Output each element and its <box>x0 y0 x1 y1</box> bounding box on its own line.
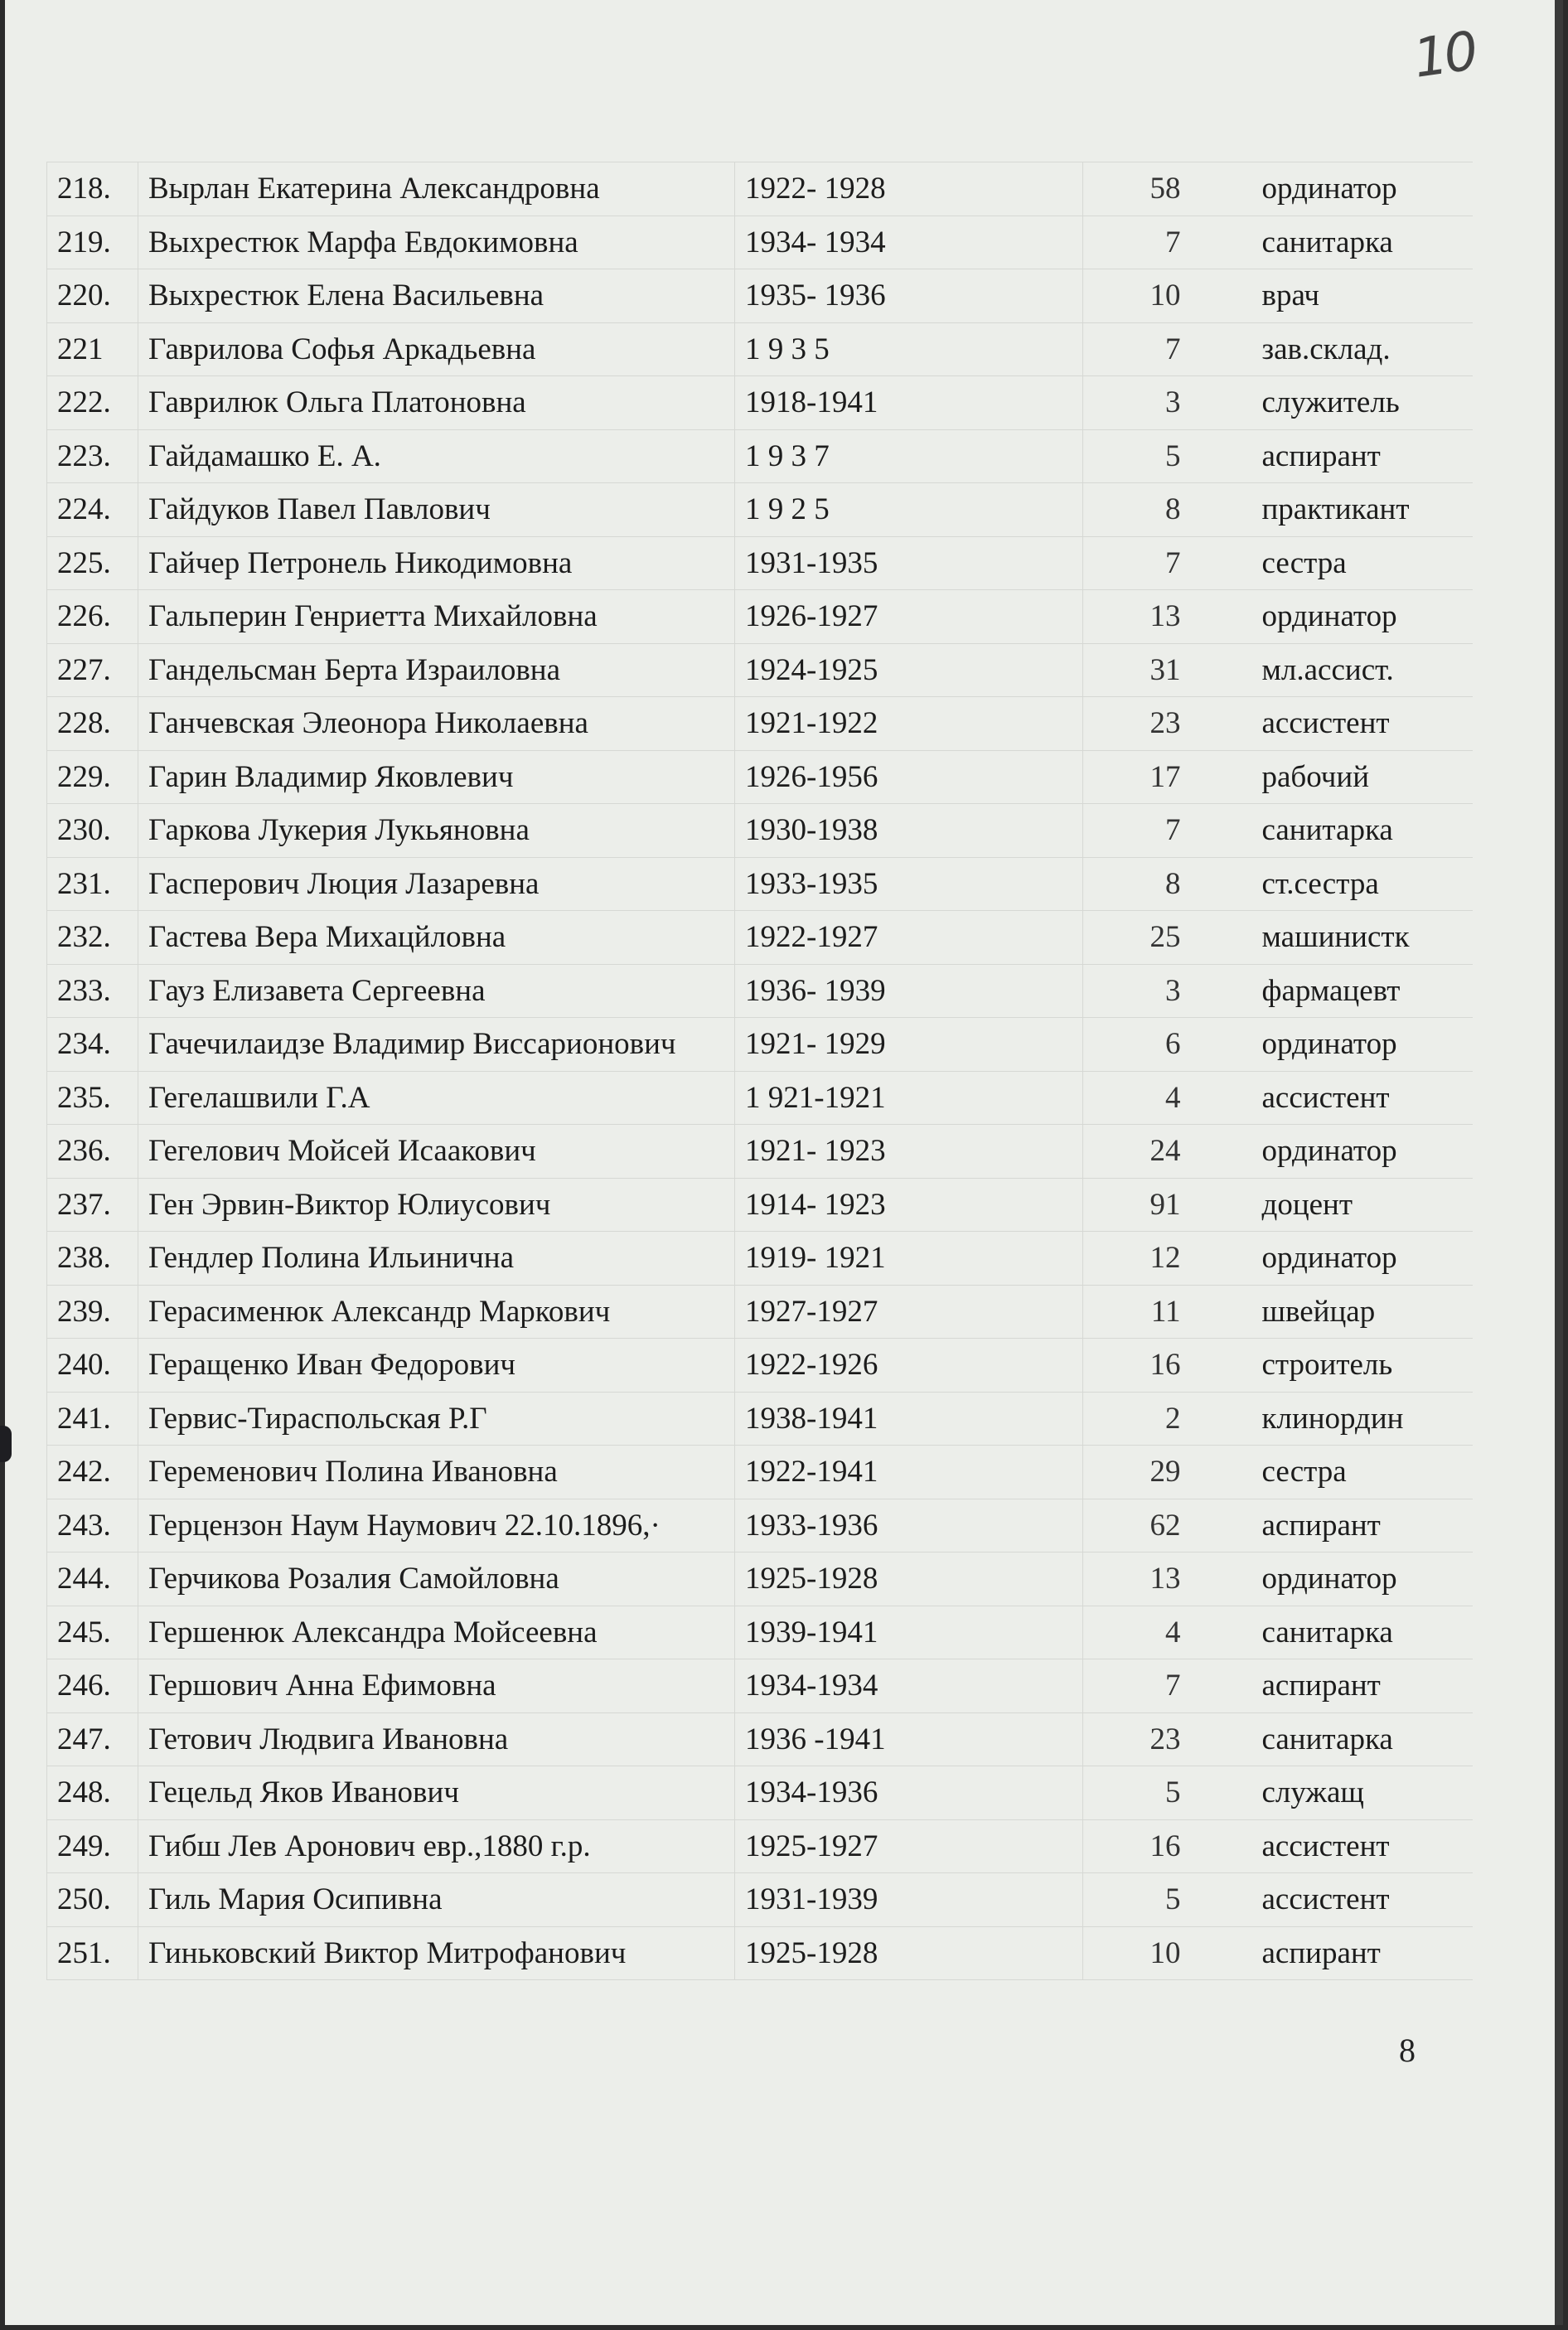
person-name: Гибш Лев Аронович евр.,1880 г.р. <box>138 1819 735 1873</box>
record-count: 4 <box>1083 1071 1249 1125</box>
position: ассистент <box>1249 1819 1473 1873</box>
position: зав.склад. <box>1249 322 1473 376</box>
table-row <box>47 857 1473 911</box>
person-name: Герчикова Розалия Самойловна <box>138 1553 735 1606</box>
record-count: 23 <box>1083 697 1249 751</box>
record-count: 6 <box>1083 1018 1249 1072</box>
position: машинистк <box>1249 911 1473 965</box>
person-name: Вырлан Екатерина Александровна <box>138 162 735 216</box>
person-name: Гецельд Яков Иванович <box>138 1766 735 1820</box>
position: ассистент <box>1249 697 1473 751</box>
position: клинордин <box>1249 1392 1473 1446</box>
table-row <box>47 590 1473 644</box>
person-name: Гаврилюк Ольга Платоновна <box>138 376 735 430</box>
person-name: Гарин Владимир Яковлевич <box>138 750 735 804</box>
record-count: 23 <box>1083 1712 1249 1766</box>
row-number: 239. <box>47 1285 138 1339</box>
record-count: 62 <box>1083 1499 1249 1553</box>
service-years: 1925-1927 <box>735 1819 1083 1873</box>
position: ассистент <box>1249 1873 1473 1927</box>
position: строитель <box>1249 1339 1473 1393</box>
position: аспирант <box>1249 1926 1473 1980</box>
person-name: Геращенко Иван Федорович <box>138 1339 735 1393</box>
service-years: 1921- 1923 <box>735 1125 1083 1179</box>
record-count: 3 <box>1083 376 1249 430</box>
position: аспирант <box>1249 429 1473 483</box>
table-row <box>47 697 1473 751</box>
service-years: 1 9 3 5 <box>735 322 1083 376</box>
record-count: 58 <box>1083 162 1249 216</box>
person-name: Гайдуков Павел Павлович <box>138 483 735 537</box>
person-name: Ген Эрвин-Виктор Юлиусович <box>138 1178 735 1232</box>
table-row <box>47 216 1473 269</box>
row-number: 249. <box>47 1819 138 1873</box>
person-name: Гайчер Петронель Никодимовна <box>138 536 735 590</box>
service-years: 1918-1941 <box>735 376 1083 430</box>
person-name: Гервис-Тираспольская Р.Г <box>138 1392 735 1446</box>
record-count: 7 <box>1083 536 1249 590</box>
personnel-table <box>46 162 1473 1980</box>
service-years: 1931-1935 <box>735 536 1083 590</box>
table-row <box>47 1178 1473 1232</box>
table-row <box>47 376 1473 430</box>
record-count: 10 <box>1083 269 1249 323</box>
table-row <box>47 1712 1473 1766</box>
person-name: Гегелашвили Г.А <box>138 1071 735 1125</box>
row-number: 245. <box>47 1606 138 1659</box>
person-name: Гайдамашко Е. А. <box>138 429 735 483</box>
record-count: 5 <box>1083 429 1249 483</box>
record-count: 31 <box>1083 643 1249 697</box>
table-row <box>47 1873 1473 1927</box>
table-row <box>47 429 1473 483</box>
row-number: 224. <box>47 483 138 537</box>
table-row <box>47 1659 1473 1713</box>
table-row <box>47 1071 1473 1125</box>
person-name: Гауз Елизавета Сергеевна <box>138 964 735 1018</box>
service-years: 1934-1934 <box>735 1659 1083 1713</box>
person-name: Гасперович Люция Лазаревна <box>138 857 735 911</box>
table-row <box>47 911 1473 965</box>
row-number: 225. <box>47 536 138 590</box>
position: сестра <box>1249 536 1473 590</box>
position: служитель <box>1249 376 1473 430</box>
record-count: 8 <box>1083 857 1249 911</box>
service-years: 1921-1922 <box>735 697 1083 751</box>
position: аспирант <box>1249 1499 1473 1553</box>
position: ординатор <box>1249 1232 1473 1286</box>
position: ст.сестра <box>1249 857 1473 911</box>
record-count: 7 <box>1083 322 1249 376</box>
folio-number: 10 <box>1410 21 1479 90</box>
table-row <box>47 1499 1473 1553</box>
person-name: Гандельсман Берта Израиловна <box>138 643 735 697</box>
service-years: 1925-1928 <box>735 1553 1083 1606</box>
row-number: 241. <box>47 1392 138 1446</box>
row-number: 232. <box>47 911 138 965</box>
service-years: 1939-1941 <box>735 1606 1083 1659</box>
person-name: Гиль Мария Осипивна <box>138 1873 735 1927</box>
table-row <box>47 964 1473 1018</box>
row-number: 250. <box>47 1873 138 1927</box>
position: рабочий <box>1249 750 1473 804</box>
record-count: 2 <box>1083 1392 1249 1446</box>
table-row <box>47 1285 1473 1339</box>
person-name: Гастева Вера Михацйловна <box>138 911 735 965</box>
person-name: Выхрестюк Елена Васильевна <box>138 269 735 323</box>
person-name: Гендлер Полина Ильинична <box>138 1232 735 1286</box>
service-years: 1934- 1934 <box>735 216 1083 269</box>
service-years: 1934-1936 <box>735 1766 1083 1820</box>
table-row <box>47 1392 1473 1446</box>
record-count: 16 <box>1083 1339 1249 1393</box>
row-number: 228. <box>47 697 138 751</box>
person-name: Геременович Полина Ивановна <box>138 1446 735 1499</box>
service-years: 1924-1925 <box>735 643 1083 697</box>
row-number: 235. <box>47 1071 138 1125</box>
position: аспирант <box>1249 1659 1473 1713</box>
service-years: 1922-1927 <box>735 911 1083 965</box>
row-number: 244. <box>47 1553 138 1606</box>
position: фармацевт <box>1249 964 1473 1018</box>
row-number: 233. <box>47 964 138 1018</box>
service-years: 1 9 3 7 <box>735 429 1083 483</box>
position: доцент <box>1249 1178 1473 1232</box>
row-number: 218. <box>47 162 138 216</box>
row-number: 230. <box>47 804 138 858</box>
row-number: 238. <box>47 1232 138 1286</box>
record-count: 5 <box>1083 1766 1249 1820</box>
row-number: 231. <box>47 857 138 911</box>
row-number: 222. <box>47 376 138 430</box>
table-row <box>47 643 1473 697</box>
person-name: Герасименюк Александр Маркович <box>138 1285 735 1339</box>
service-years: 1938-1941 <box>735 1392 1083 1446</box>
service-years: 1927-1927 <box>735 1285 1083 1339</box>
service-years: 1936- 1939 <box>735 964 1083 1018</box>
record-count: 13 <box>1083 590 1249 644</box>
position: мл.ассист. <box>1249 643 1473 697</box>
record-count: 4 <box>1083 1606 1249 1659</box>
service-years: 1922- 1928 <box>735 162 1083 216</box>
row-number: 237. <box>47 1178 138 1232</box>
table-row <box>47 1766 1473 1820</box>
service-years: 1921- 1929 <box>735 1018 1083 1072</box>
position: ординатор <box>1249 1553 1473 1606</box>
position: санитарка <box>1249 1606 1473 1659</box>
person-name: Гершенюк Александра Мойсеевна <box>138 1606 735 1659</box>
table-row <box>47 162 1473 216</box>
person-name: Ганчевская Элеонора Николаевна <box>138 697 735 751</box>
table-row <box>47 1125 1473 1179</box>
row-number: 223. <box>47 429 138 483</box>
table-body <box>47 162 1473 1980</box>
record-count: 13 <box>1083 1553 1249 1606</box>
service-years: 1926-1956 <box>735 750 1083 804</box>
service-years: 1930-1938 <box>735 804 1083 858</box>
person-name: Гаврилова Софья Аркадьевна <box>138 322 735 376</box>
position: санитарка <box>1249 804 1473 858</box>
row-number: 248. <box>47 1766 138 1820</box>
record-count: 3 <box>1083 964 1249 1018</box>
table-row <box>47 1926 1473 1980</box>
record-count: 7 <box>1083 1659 1249 1713</box>
person-name: Гиньковский Виктор Митрофанович <box>138 1926 735 1980</box>
record-count: 11 <box>1083 1285 1249 1339</box>
position: практикант <box>1249 483 1473 537</box>
table-row <box>47 269 1473 323</box>
document-page <box>5 0 1563 2325</box>
record-count: 8 <box>1083 483 1249 537</box>
record-count: 5 <box>1083 1873 1249 1927</box>
row-number: 220. <box>47 269 138 323</box>
service-years: 1922-1926 <box>735 1339 1083 1393</box>
service-years: 1 921-1921 <box>735 1071 1083 1125</box>
position: служащ <box>1249 1766 1473 1820</box>
person-name: Гершович Анна Ефимовна <box>138 1659 735 1713</box>
row-number: 247. <box>47 1712 138 1766</box>
row-number: 227. <box>47 643 138 697</box>
table-row <box>47 322 1473 376</box>
service-years: 1919- 1921 <box>735 1232 1083 1286</box>
person-name: Выхрестюк Марфа Евдокимовна <box>138 216 735 269</box>
person-name: Гачечилаидзе Владимир Виссарионович <box>138 1018 735 1072</box>
service-years: 1922-1941 <box>735 1446 1083 1499</box>
record-count: 12 <box>1083 1232 1249 1286</box>
row-number: 229. <box>47 750 138 804</box>
service-years: 1926-1927 <box>735 590 1083 644</box>
person-name: Гегелович Мойсей Исаакович <box>138 1125 735 1179</box>
row-number: 236. <box>47 1125 138 1179</box>
row-number: 219. <box>47 216 138 269</box>
position: ординатор <box>1249 1125 1473 1179</box>
table-row <box>47 750 1473 804</box>
table-row <box>47 1553 1473 1606</box>
table-row <box>47 1232 1473 1286</box>
table-row <box>47 804 1473 858</box>
position: ординатор <box>1249 590 1473 644</box>
person-name: Гетович Людвига Ивановна <box>138 1712 735 1766</box>
record-count: 24 <box>1083 1125 1249 1179</box>
position: ординатор <box>1249 162 1473 216</box>
page-number: 8 <box>1399 2032 1416 2069</box>
row-number: 221 <box>47 322 138 376</box>
record-count: 17 <box>1083 750 1249 804</box>
record-count: 10 <box>1083 1926 1249 1980</box>
position: ассистент <box>1249 1071 1473 1125</box>
record-count: 91 <box>1083 1178 1249 1232</box>
record-count: 25 <box>1083 911 1249 965</box>
record-count: 29 <box>1083 1446 1249 1499</box>
position: врач <box>1249 269 1473 323</box>
service-years: 1931-1939 <box>735 1873 1083 1927</box>
row-number: 251. <box>47 1926 138 1980</box>
position: швейцар <box>1249 1285 1473 1339</box>
record-count: 16 <box>1083 1819 1249 1873</box>
row-number: 226. <box>47 590 138 644</box>
row-number: 234. <box>47 1018 138 1072</box>
table-row <box>47 483 1473 537</box>
service-years: 1933-1935 <box>735 857 1083 911</box>
table-row <box>47 1606 1473 1659</box>
record-count: 7 <box>1083 804 1249 858</box>
position: санитарка <box>1249 1712 1473 1766</box>
service-years: 1936 -1941 <box>735 1712 1083 1766</box>
person-name: Герцензон Наум Наумович 22.10.1896,· <box>138 1499 735 1553</box>
table-row <box>47 536 1473 590</box>
service-years: 1914- 1923 <box>735 1178 1083 1232</box>
person-name: Гаркова Лукерия Лукьяновна <box>138 804 735 858</box>
row-number: 242. <box>47 1446 138 1499</box>
service-years: 1925-1928 <box>735 1926 1083 1980</box>
service-years: 1933-1936 <box>735 1499 1083 1553</box>
table-row <box>47 1446 1473 1499</box>
person-name: Гальперин Генриетта Михайловна <box>138 590 735 644</box>
table-row <box>47 1819 1473 1873</box>
row-number: 240. <box>47 1339 138 1393</box>
service-years: 1 9 2 5 <box>735 483 1083 537</box>
binder-hole <box>0 1426 12 1462</box>
position: сестра <box>1249 1446 1473 1499</box>
row-number: 246. <box>47 1659 138 1713</box>
service-years: 1935- 1936 <box>735 269 1083 323</box>
row-number: 243. <box>47 1499 138 1553</box>
record-count: 7 <box>1083 216 1249 269</box>
position: санитарка <box>1249 216 1473 269</box>
table-row <box>47 1018 1473 1072</box>
position: ординатор <box>1249 1018 1473 1072</box>
table-row <box>47 1339 1473 1393</box>
